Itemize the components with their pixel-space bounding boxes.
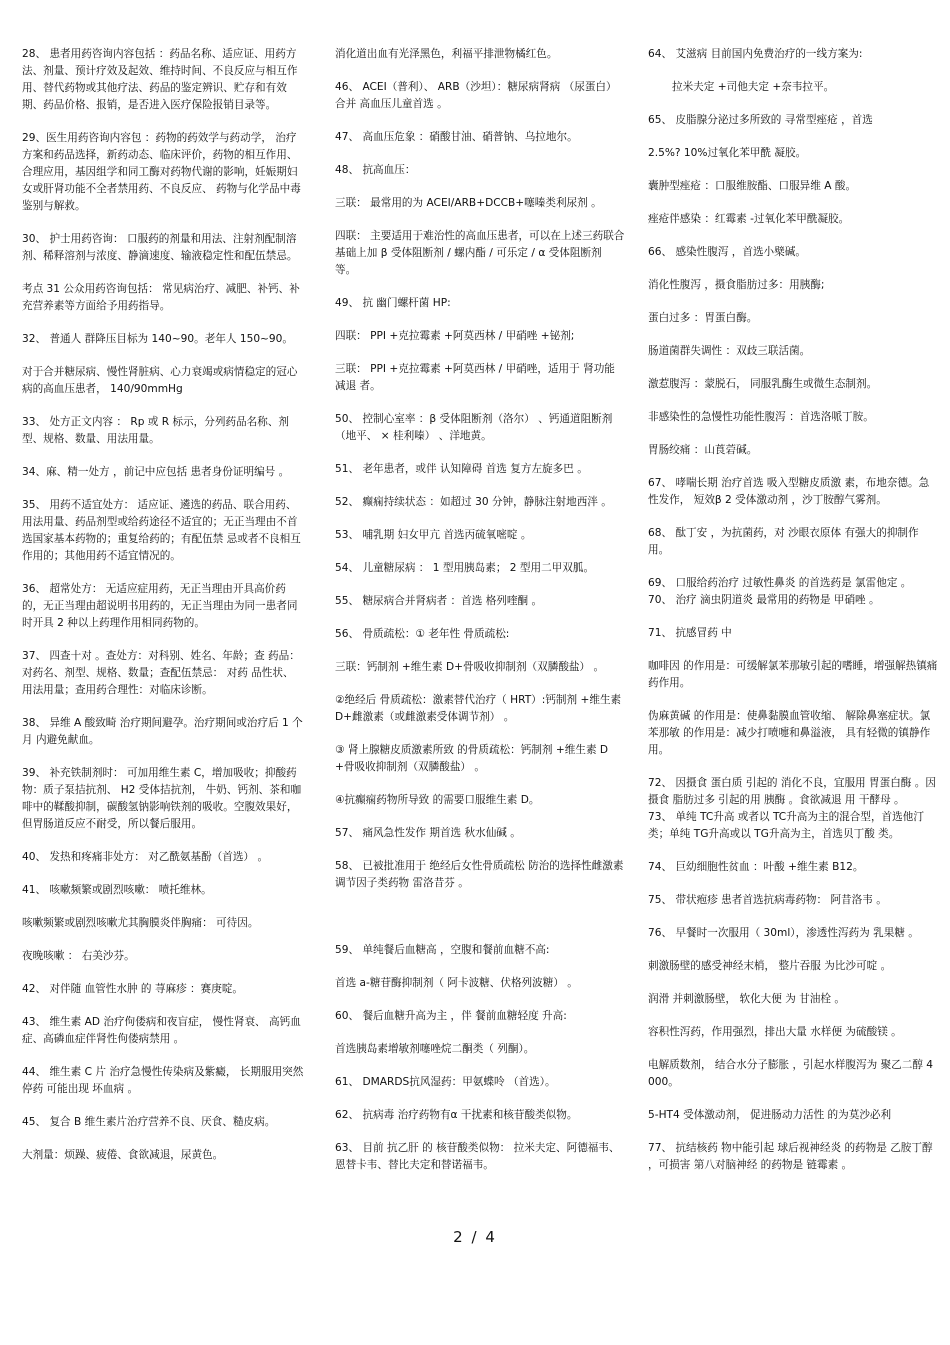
paragraph: 首选 a-糖苷酶抑制剂（ 阿卡波糖、伏格列波糖） 。	[335, 977, 578, 989]
paragraph: 30、 护士用药咨询： 口服药的剂量和用法、注射剂配制溶剂、稀释溶剂与浓度、静滴速度、输液稳定性和配伍禁忌。	[22, 233, 298, 262]
paragraph: 40、 发热和疼痛非处方： 对乙酰氨基酚（首选） 。	[22, 851, 269, 863]
paragraph: 咖啡因 的作用是：可缓解氯苯那敏引起的嗜睡，增强解热镇痛药作用。	[648, 660, 938, 689]
paragraph: 34、麻、精一处方 ，前记中应包括 患者身份证明编号 。	[22, 466, 290, 478]
paragraph: 65、 皮脂腺分泌过多所致的 寻常型痤疮 ，首选	[648, 114, 873, 126]
paragraph: 容积性泻药，作用强烈，排出大量 水样便 为硫酸镁 。	[648, 1026, 902, 1038]
paragraph: 32、 普通人 群降压目标为 140~90。老年人 150~90。	[22, 333, 294, 345]
paragraph: 三联： 最常用的为 ACEI/ARB+DCCB+噻嗪类利尿剂 。	[335, 197, 602, 209]
paragraph: 2.5%? 10%过氧化苯甲酰 凝胶。	[648, 147, 807, 159]
paragraph: 62、 抗病毒 治疗药物有α 干扰素和核苷酸类似物。	[335, 1109, 578, 1121]
paragraph: 38、 异维 A 酸致畸 治疗期间避孕。治疗期间或治疗后 1 个月 内避免献血。	[22, 717, 303, 746]
paragraph: 59、 单纯餐后血糖高 ，空腹和餐前血糖不高:	[335, 944, 550, 956]
paragraph: 72、 因摄食 蛋白质 引起的 消化不良，宜服用 胃蛋白酶 。因摄食 脂肪过多 引起的用 胰酶 。食欲减退 用 干酵母 。 73、 单纯 TC升高 或者以 TC升高为主的混合型，首选他汀类；单纯 TG升高或以 TG升高为主，首选贝丁酸 类。	[648, 777, 936, 840]
paragraph: 激惹腹泻 ：蒙脱石， 同服乳酶生或微生态制剂。	[648, 378, 878, 390]
paragraph: 36、 超常处方： 无适应症用药，无正当理由开具高价药的，无正当理由超说明书用药的，无正当理由为同一患者同时开具 2 种以上药理作用相同药物的。	[22, 583, 298, 629]
paragraph: 41、 咳嗽频繁或剧烈咳嗽： 喷托维林。	[22, 884, 212, 896]
paragraph: 囊肿型痤疮 ：口服维胺酯、口服异维 A 酸。	[648, 180, 857, 192]
paragraph: 润滑 并刺激肠壁， 软化大便 为 甘油栓 。	[648, 993, 845, 1005]
paragraph: 刺激肠壁的感受神经末梢， 整片吞服 为比沙可啶 。	[648, 960, 892, 972]
paragraph: 55、 糖尿病合并肾病者 ：首选 格列喹酮 。	[335, 595, 543, 607]
paragraph: 三联：钙制剂 +维生素 D+骨吸收抑制剂（双膦酸盐） 。	[335, 661, 605, 673]
paragraph: 56、 骨质疏松：① 老年性 骨质疏松:	[335, 628, 510, 640]
paragraph: ③ 肾上腺糖皮质激素所致 的骨质疏松：钙制剂 +维生素 D+骨吸收抑制剂（双膦酸盐） 。	[335, 744, 609, 773]
paragraph: 拉米夫定 +司他夫定 +奈韦拉平。	[672, 81, 835, 93]
paragraph: 61、 DMARDS抗风湿药：甲氨蝶呤 （首选）。	[335, 1076, 556, 1088]
page-number	[0, 1228, 950, 1246]
paragraph: 29、医生用药咨询内容包 ：药物的药效学与药动学， 治疗方案和药品选择，新药动态、临床评价，药物的相互作用、合理应用，基因组学和同工酶对药物代谢的影响，妊娠期妇女或肝肾功能不全者禁用药、不良反应、 药物与化学品中毒鉴别与解救。	[22, 132, 301, 212]
paragraph: 69、 口服给药治疗 过敏性鼻炎 的首选药是 氯雷他定 。 70、 治疗 滴虫阴道炎 最常用的药物是 甲硝唑 。	[648, 577, 912, 606]
paragraph: 四联： PPI +克拉霉素 +阿莫西林 / 甲硝唑 +铋剂;	[335, 330, 575, 342]
paragraph: 电解质数剂， 结合水分子膨胀 ，引起水样腹泻为 聚乙二醇 4000。	[648, 1059, 934, 1088]
paragraph: 四联： 主要适用于难治性的高血压患者，可以在上述三药联合基础上加 β 受体阻断剂 / 螺内酯 / 可乐定 / α 受体阻断剂 等。	[335, 230, 625, 276]
paragraph: 33、 处方正文内容 ： Rp 或 R 标示，分列药品名称、剂型、规格、数量、用法用量。	[22, 416, 290, 445]
text-column-right	[648, 46, 938, 1190]
paragraph: 63、 目前 抗乙肝 的 核苷酸类似物： 拉米夫定、阿德福韦、恩替卡韦、替比夫定和替诺福韦。	[335, 1142, 620, 1171]
paragraph: 45、 复合 B 维生素片治疗营养不良、厌食、糙皮病。	[22, 1116, 276, 1128]
page-total: 4	[485, 1228, 497, 1246]
paragraph: 58、 已被批准用于 绝经后女性骨质疏松 防治的选择性雌激素调节因子类药物 雷洛昔芬 。	[335, 860, 624, 889]
paragraph: 大剂量：烦躁、疲倦、食欲减退，尿黄色。	[22, 1149, 224, 1161]
paragraph: 68、 酞丁安 ，为抗菌药，对 沙眼衣原体 有强大的抑制作用。	[648, 527, 919, 556]
page-separator: /	[471, 1228, 479, 1246]
paragraph: 三联： PPI +克拉霉素 +阿莫西林 / 甲硝唑，适用于 肾功能减退 者。	[335, 363, 615, 392]
paragraph: 64、 艾滋病 目前国内免费治疗的一线方案为:	[648, 48, 863, 60]
paragraph: 蛋白过多 ：胃蛋白酶。	[648, 312, 758, 324]
paragraph: 49、 抗 幽门螺杆菌 HP:	[335, 297, 451, 309]
paragraph: 67、 哮喘长期 治疗首选 吸入型糖皮质激 素，布地奈德。急性发作， 短效β 2 受体激动剂 ，沙丁胺醇气雾剂。	[648, 477, 930, 506]
paragraph: 71、 抗感冒药 中	[648, 627, 732, 639]
paragraph: 50、 控制心室率 ：β 受体阻断剂（洛尔） 、钙通道阻断剂（地平、 × 桂利嗪） 、洋地黄。	[335, 413, 613, 442]
paragraph: 胃肠绞痛 ：山莨菪碱。	[648, 444, 758, 456]
paragraph: 51、 老年患者，或伴 认知障碍 首选 复方左旋多巴 。	[335, 463, 588, 475]
paragraph: ②绝经后 骨质疏松：激素替代治疗（ HRT）:钙制剂 +维生素 D+雌激素（或雌激素受体调节剂） 。	[335, 694, 625, 723]
paragraph: 46、 ACEI（普利）、 ARB（沙坦）：糖尿病肾病 （尿蛋白）合并 高血压儿童首选 。	[335, 81, 617, 110]
paragraph: 非感染性的急慢性功能性腹泻 ：首选洛哌丁胺。	[648, 411, 874, 423]
page-current: 2	[453, 1228, 465, 1246]
paragraph: 28、 患者用药咨询内容包括 ：药品名称、适应证、用药方法、剂量、预计疗效及起效、维持时间、不良反应与相互作用、替代药物或其他疗法、药品的鉴定辨识、贮存和有效期、药品价格、报销，是否进入医疗保险报销目录等。	[22, 48, 298, 111]
paragraph: 77、 抗结核药 物中能引起 球后视神经炎 的药物是 乙胺丁醇 ，可损害 第八对脑神经 的药物是 链霉素 。	[648, 1142, 936, 1171]
paragraph: 75、 带状疱疹 患者首选抗病毒药物： 阿昔洛韦 。	[648, 894, 887, 906]
paragraph: 37、 四查十对 。查处方：对科别、姓名、年龄；查 药品：对药名、剂型、规格、数量；查配伍禁忌： 对药 品性状、用法用量；查用药合理性：对临床诊断。	[22, 650, 300, 696]
text-column-left	[22, 46, 304, 1180]
paragraph: 消化道出血有光泽黑色，利福平排泄物橘红色。	[335, 48, 558, 60]
paragraph: 消化性腹泻 ，摄食脂肪过多：用胰酶;	[648, 279, 825, 291]
paragraph: 53、 哺乳期 妇女甲亢 首选丙硫氧嘧啶 。	[335, 529, 532, 541]
paragraph: 74、 巨幼细胞性贫血 ：叶酸 +维生素 B12。	[648, 861, 864, 873]
paragraph: ④抗癫痫药物所导致 的需要口服维生素 D。	[335, 794, 540, 806]
paragraph: 5-HT4 受体激动剂， 促进肠动力活性 的为莫沙必利	[648, 1109, 892, 1121]
paragraph: 47、 高血压危象 ：硝酸甘油、硝普钠、乌拉地尔。	[335, 131, 578, 143]
spacer	[335, 908, 625, 942]
paragraph: 57、 痛风急性发作 期首选 秋水仙碱 。	[335, 827, 521, 839]
paragraph: 35、 用药不适宜处方： 适应证、遴选的药品、联合用药、用法用量、药品剂型或给药途径不适宜的；无正当理由不首选国家基本药物的；重复给药的；有配伍禁 忌或者不良相互作用的；其他用药不适宜情况的。	[22, 499, 301, 562]
paragraph: 43、 维生素 AD 治疗佝偻病和夜盲症， 慢性肾衰、 高钙血症、高磷血症伴肾性佝偻病禁用 。	[22, 1016, 301, 1045]
paragraph: 肠道菌群失调性 ：双歧三联活菌。	[648, 345, 811, 357]
paragraph: 考点 31 公众用药咨询包括： 常见病治疗、减肥、补钙、补充营养素等方面给予用药指导。	[22, 283, 300, 312]
paragraph: 60、 餐后血糖升高为主 ，伴 餐前血糖轻度 升高:	[335, 1010, 567, 1022]
text-column-middle	[335, 46, 625, 1190]
paragraph: 伪麻黄碱 的作用是：使鼻黏膜血管收缩、 解除鼻塞症状。氯苯那敏 的作用是：减少打喷嚏和鼻溢液， 具有轻微的镇静作用。	[648, 710, 931, 756]
paragraph: 对于合并糖尿病、慢性肾脏病、心力衰竭或病情稳定的冠心病的高血压患者， 140/90mmHg	[22, 366, 298, 395]
paragraph: 夜晚咳嗽 ： 右美沙芬。	[22, 950, 135, 962]
paragraph: 44、 维生素 C 片 治疗急慢性传染病及紫癜， 长期服用突然停药 可能出现 坏血病 。	[22, 1066, 304, 1095]
paragraph: 痤疮伴感染 ：红霉素 -过氧化苯甲酰凝胶。	[648, 213, 850, 225]
paragraph: 48、 抗高血压：	[335, 164, 416, 176]
paragraph: 76、 早餐时一次服用（ 30ml），渗透性泻药为 乳果糖 。	[648, 927, 919, 939]
paragraph: 42、 对伴随 血管性水肿 的 荨麻疹 ：赛庚啶。	[22, 983, 244, 995]
paragraph: 66、 感染性腹泻 ，首选小檗碱。	[648, 246, 806, 258]
paragraph: 52、 癫痫持续状态 ：如超过 30 分钟，静脉注射地西泮 。	[335, 496, 612, 508]
paragraph: 咳嗽频繁或剧烈咳嗽尤其胸膜炎伴胸痛： 可待因。	[22, 917, 259, 929]
paragraph: 54、 儿童糖尿病 ： 1 型用胰岛素； 2 型用二甲双胍。	[335, 562, 595, 574]
paragraph: 39、 补充铁制剂时： 可加用维生素 C，增加吸收；抑酸药物：质子泵拮抗剂、 H2 受体拮抗剂， 牛奶、钙剂、茶和咖啡中的鞣酸抑制，碳酸氢钠影响铁剂的吸收。空腹效果好，但胃肠道反应不耐受，所以餐后服用。	[22, 767, 302, 830]
paragraph: 首选胰岛素增敏剂噻唑烷二酮类（ 列酮）。	[335, 1043, 535, 1055]
